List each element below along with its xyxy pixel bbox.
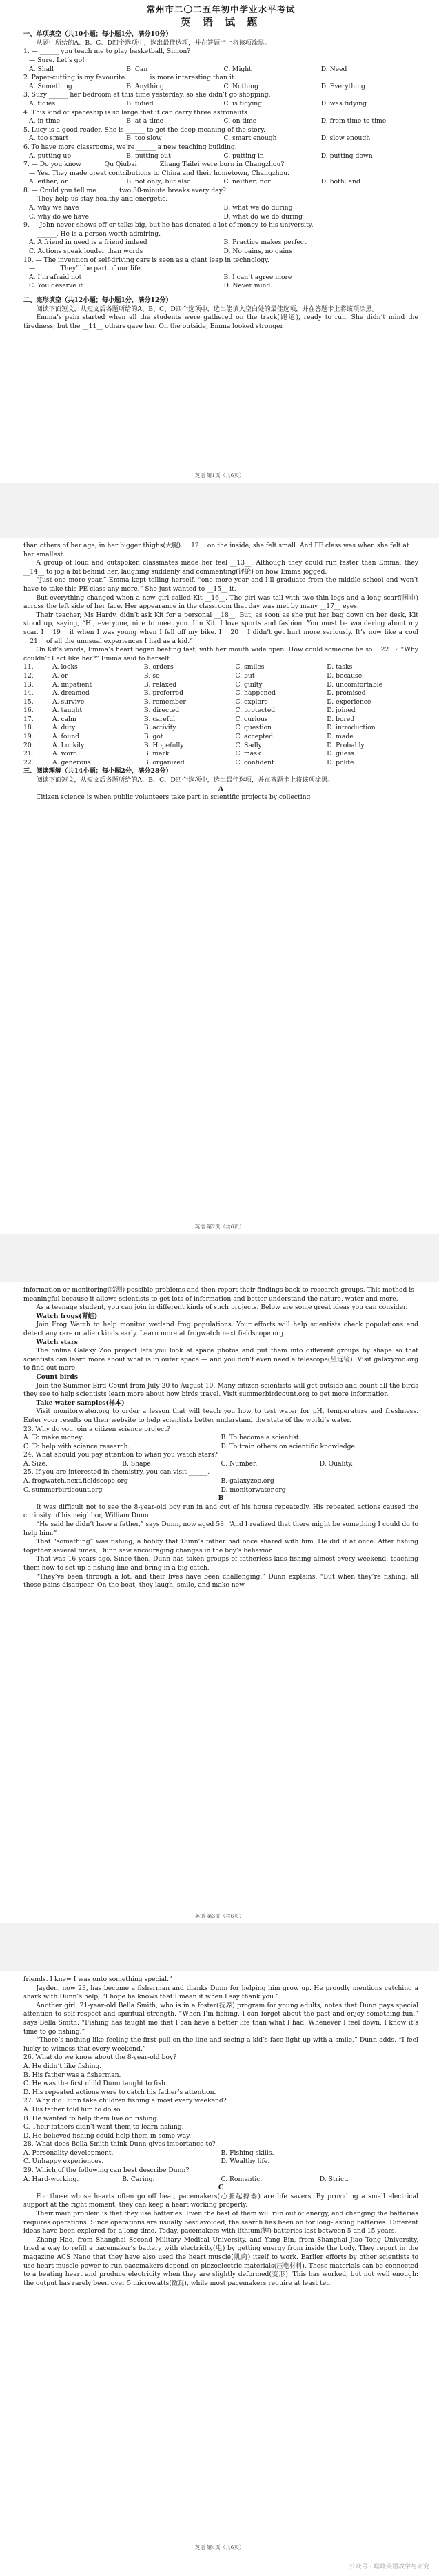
option[interactable]: C. neither; nor bbox=[223, 178, 271, 186]
passage-b-paragraph: “They’ve been through a lot, and their lives have been challenging,” Dunn explains. “But when they’re fishing, all those pains disappear. On the boat, they laugh, smile, and make new bbox=[23, 1572, 418, 1590]
option[interactable]: B. Practice makes perfect bbox=[223, 239, 307, 247]
question-26-options bbox=[23, 2062, 418, 2097]
question-stem: 3. Suzy ______ her bedroom at this time yesterday, so she didn’t go shopping. bbox=[23, 91, 271, 99]
option[interactable]: B. I can’t agree more bbox=[223, 273, 292, 281]
option[interactable]: C. Might bbox=[223, 65, 252, 73]
question-dialogue: — They help us stay healthy and energetic. bbox=[29, 195, 168, 203]
passage-a-paragraph: Citizen science is when public volunteers take part in scientific projects by collecting bbox=[36, 793, 311, 802]
question-options bbox=[23, 178, 418, 187]
page-1-content bbox=[23, 6, 418, 331]
page-4-content bbox=[23, 1976, 418, 2288]
passage-b-label: B bbox=[218, 1494, 224, 1503]
option[interactable]: A. To make money. bbox=[23, 1434, 83, 1442]
water-heading: Take water samples(样本) bbox=[36, 1399, 125, 1407]
option[interactable]: A. or bbox=[52, 671, 68, 680]
option[interactable]: B. Can bbox=[126, 65, 148, 73]
option[interactable]: B. Hopefully bbox=[143, 741, 184, 749]
passage-c-paragraph: For those whose hearts often go off beat, pacemakers(心脏起搏器) are life savers. By providing a small electrical support at the right moment, they can keep a heart working properly. bbox=[23, 2192, 418, 2209]
option[interactable]: B. relaxed bbox=[143, 680, 177, 689]
option[interactable]: C. is tidying bbox=[223, 99, 263, 108]
option[interactable]: A. Size. bbox=[23, 1459, 48, 1468]
passage-b-paragraph: That “something” was fishing, a hobby that Dunn’s father had once shared with him. He did it at once. After fishing together several times, Dunn saw encouraging changes in the boy’s behavior. bbox=[23, 1538, 418, 1554]
cloze-option-row bbox=[23, 733, 418, 742]
option[interactable]: A. taught bbox=[52, 707, 83, 715]
option[interactable]: C. smart enough bbox=[223, 134, 277, 143]
option[interactable]: D. made bbox=[327, 733, 354, 741]
option[interactable]: C. accepted bbox=[235, 733, 274, 741]
question-24: 24. What should you pay attention to when you watch stars? bbox=[23, 1451, 218, 1459]
option[interactable]: D. slow enough bbox=[320, 134, 371, 143]
passage-b-paragraph: Another girl, 21-year-old Bella Smith, who is in a foster(抚养) program for young adults, notes that Dunn pays special attention to self-respect and spiritual strength. “When I’m fishing, I can forget about the past and enjoy something fun,” says Bella Smith. “Fishing has taught me that I can have a better life than what I had. Whenever I feel down, I know it’s time to go fishing.” bbox=[23, 2001, 418, 2036]
question-options bbox=[23, 134, 418, 143]
cloze-number: 22. bbox=[23, 758, 34, 767]
option[interactable]: C. question bbox=[235, 724, 272, 732]
option[interactable]: A. dreamed bbox=[52, 689, 90, 698]
option[interactable]: A. He didn’t like fishing. bbox=[23, 2062, 102, 2070]
cloze-option-row bbox=[23, 689, 418, 698]
question-options bbox=[23, 274, 418, 291]
option[interactable]: C. confident bbox=[235, 758, 274, 767]
option[interactable]: A. Hard-working. bbox=[23, 2175, 79, 2183]
cloze-option-row bbox=[23, 724, 418, 733]
option[interactable]: B. so bbox=[143, 671, 160, 680]
option[interactable]: A. too smart bbox=[29, 134, 69, 143]
option[interactable]: A. I’m afraid not bbox=[29, 273, 82, 281]
question-dialogue: — Yes. They made great contributions to China and their hometown, Changzhou. bbox=[29, 169, 289, 177]
option[interactable]: B. organized bbox=[143, 758, 185, 767]
section-2-heading: 二、完形填空（共12小题；每小题1分，满分12分） bbox=[23, 296, 172, 304]
exam-title: 常州市二〇二五年初中学业水平考试 bbox=[146, 4, 296, 14]
cloze-option-row bbox=[23, 759, 418, 768]
cloze-paragraph: A group of loud and outspoken classmates made her feel __13__. Although they could run faster than Emma, they __14__ to jog a bit behind her, laughing suddenly and commenting(评论) on how Emma jogged. bbox=[23, 559, 418, 576]
passage-b-paragraph: Jayden, now 23, has become a fisherman and thanks Dunn for helping him grow up. He proudly mentions catching a shark with Dunn’s help, “I hope he knows that I mean it when I say thank you.” bbox=[23, 1984, 418, 2001]
passage-c-label: C bbox=[218, 2184, 224, 2192]
page-footer: 英语 第4页（共6页） bbox=[194, 2544, 245, 2550]
question-options bbox=[23, 83, 418, 92]
option[interactable]: C. protected bbox=[235, 707, 276, 715]
option[interactable]: B. careful bbox=[143, 715, 176, 723]
passage-b-paragraph: It was difficult not to see the 8-year-old boy run in and out of his house repeatedly. His repeated actions caused the curiosity of his neighbor, William Dunn. bbox=[23, 1503, 418, 1520]
option[interactable]: C. summerbirdcount.org bbox=[23, 1485, 103, 1494]
page-footer: 英语 第2页（共6页） bbox=[194, 1224, 245, 1230]
question-options bbox=[23, 117, 418, 126]
cloze-option-row bbox=[23, 716, 418, 724]
question-stem: 8. — Could you tell me ______ two 30-minute breaks every day? bbox=[23, 186, 226, 194]
section-1-instruction: 从题中所给的A、B、C、D四个选项中，选出最佳选项，并在答题卡上将该项涂黑。 bbox=[36, 39, 271, 47]
section-3-instruction: 阅读下面短文，从短文后各题所给的A、B、C、D四个选项中，选出最佳选项，并在答题卡上将该项涂黑。 bbox=[36, 776, 334, 784]
option[interactable]: A. A friend in need is a friend indeed bbox=[29, 239, 147, 247]
option[interactable]: B. Shape. bbox=[122, 1459, 153, 1468]
passage-a-paragraph: information or monitoring(监测) possible problems and then report their findings back to research groups. This method is meaningful because it allows scientists to get lots of information and better understand the nature, water and more. bbox=[23, 1286, 414, 1303]
cloze-number: 19. bbox=[23, 733, 34, 741]
option[interactable]: A. calm bbox=[52, 715, 76, 723]
exam-page-4 bbox=[0, 1971, 439, 2576]
option[interactable]: B. Fishing skills. bbox=[221, 2149, 274, 2157]
option[interactable]: C. putting in bbox=[223, 152, 264, 160]
option[interactable]: B. To become a scientist. bbox=[221, 1434, 301, 1442]
option[interactable]: A. why we have bbox=[29, 204, 79, 212]
option[interactable]: A. Shall bbox=[29, 65, 54, 73]
option[interactable]: A. generous bbox=[52, 758, 91, 767]
exam-subtitle: 英 语 试 题 bbox=[180, 15, 262, 28]
option[interactable]: B. preferred bbox=[143, 689, 183, 698]
option[interactable]: A. impatient bbox=[52, 680, 92, 689]
option[interactable]: C. why do we have bbox=[29, 212, 90, 221]
option[interactable]: B. orders bbox=[143, 663, 174, 671]
question-23: 23. Why do you join a citizen science project? bbox=[23, 1425, 170, 1433]
option[interactable]: D. Everything bbox=[320, 82, 365, 90]
option[interactable]: D. bored bbox=[327, 715, 355, 723]
option[interactable]: B. at a time bbox=[126, 117, 164, 125]
option[interactable]: A. looks bbox=[52, 663, 78, 671]
page-footer: 英语 第1页（共6页） bbox=[194, 472, 245, 478]
question-dialogue: — ______. They’ll be part of our life. bbox=[29, 265, 143, 273]
question-26: 26. What do we know about the 8-year-old boy? bbox=[23, 2053, 177, 2062]
page-gap bbox=[0, 1234, 439, 1282]
option[interactable]: A. Luckily bbox=[52, 741, 85, 749]
page-2-content bbox=[23, 542, 418, 802]
cloze-number: 20. bbox=[23, 741, 34, 749]
question-options bbox=[23, 65, 418, 74]
option[interactable]: D. No pains, no gains bbox=[223, 247, 292, 256]
passage-a-paragraph: As a teenage student, you can join in different kinds of such projects. Below are some great ideas you can consider. bbox=[36, 1304, 408, 1312]
frog-text: Join Frog Watch to help monitor wetland frog populations. Your efforts will help scientists check populations and detect any rare or alien kinds early. Learn more at frogwatch.next.fieldscope.org. bbox=[23, 1321, 418, 1337]
cloze-number: 14. bbox=[23, 689, 34, 698]
question-27-options bbox=[23, 2106, 418, 2140]
cloze-paragraph: “Just one more year,” Emma kept telling herself, “one more year and I’ll graduate from the middle school and won’t have to take this PE class any more.” She just wanted to __15__ it. bbox=[23, 576, 418, 593]
option[interactable]: C. but bbox=[235, 671, 255, 680]
cloze-options bbox=[23, 663, 418, 767]
question-29-options bbox=[23, 2176, 418, 2184]
passage-a-label: A bbox=[218, 784, 224, 793]
question-stem: 9. — John never shows off or talks big, but he has donated a lot of money to his university. bbox=[23, 221, 314, 230]
page-gap bbox=[0, 483, 439, 538]
question-dialogue: — Sure. Let’s go! bbox=[29, 56, 85, 64]
question-28: 28. What does Bella Smith think Dunn gives importance to? bbox=[23, 2140, 216, 2149]
question-dialogue: — ______. He is a person worth admiring. bbox=[29, 230, 161, 238]
option[interactable]: A. in time bbox=[29, 117, 61, 125]
option[interactable]: D. Probably bbox=[327, 741, 365, 749]
option[interactable]: C. He was the first child Dunn taught to fish. bbox=[23, 2080, 167, 2088]
cloze-number: 12. bbox=[23, 671, 34, 680]
cloze-number: 11. bbox=[23, 663, 34, 671]
passage-b-paragraph: friends. I knew I was onto something special.” bbox=[23, 1976, 172, 1983]
cloze-paragraph: But everything changed when a new girl called Kit __16__. The girl was tall with two thin legs and a long scarf(围巾) across the left side of her face. Her appearance in the classroom that day was met by many __17__ eyes. bbox=[23, 594, 418, 611]
cloze-number: 15. bbox=[23, 698, 34, 706]
cloze-number: 13. bbox=[23, 680, 34, 689]
option[interactable]: B. putting out bbox=[126, 152, 171, 160]
question-25: 25. If you are interested in chemistry, you can visit ______. bbox=[23, 1468, 210, 1477]
option[interactable]: C. To help with science research. bbox=[23, 1442, 130, 1450]
option[interactable]: D. what do we do during bbox=[223, 212, 303, 221]
option[interactable]: C. curious bbox=[235, 715, 268, 723]
option[interactable]: D. polite bbox=[327, 758, 354, 767]
section-1-heading: 一、单项填空（共10小题；每小题1分，满分10分） bbox=[23, 30, 172, 39]
option[interactable]: D. experience bbox=[327, 698, 371, 706]
question-27: 27. Why did Dunn take children fishing almost every weekend? bbox=[23, 2097, 227, 2105]
option[interactable]: A. found bbox=[52, 733, 80, 741]
option[interactable]: B. tidied bbox=[126, 99, 154, 108]
option[interactable]: D. Wealthy life. bbox=[221, 2158, 270, 2166]
option[interactable]: B. Caring. bbox=[122, 2175, 155, 2183]
passage-b-paragraph: “He said he didn’t have a father,” says Dunn, now aged 58. “And I realized that there might be something I could do to help him.” bbox=[23, 1521, 418, 1537]
question-stem: 10. — The invention of self-driving cars is seen as a giant leap in technology. bbox=[23, 256, 269, 264]
option[interactable]: B. mark bbox=[143, 750, 170, 758]
section-1-questions bbox=[23, 48, 418, 291]
option[interactable]: D. introduction bbox=[327, 724, 376, 732]
question-options bbox=[23, 100, 418, 109]
frog-heading: Watch frogs(青蛙) bbox=[36, 1312, 98, 1320]
passage-c-paragraph: Their main problem is that they use batteries. Even the best of them will run out of energy, and changing the batteries requires operations. Since operations are usually best avoided, the search has been on for long-lasting batteries. Different ideas have been explored for a long time. Today, pacemakers with lithium(锂) batteries last between 5 and 15 years. bbox=[23, 2210, 418, 2235]
cloze-paragraph: On Kit’s words, Emma’s heart began beating fast, with her mouth wide open. How could someone be so __22__? “Why couldn’t I act like her?” Emma said to herself. bbox=[23, 646, 418, 662]
water-text: Visit monitorwater.org to order a lesson that will teach you how to test water for pH, temperature and freshness. Enter your results on their website to help scientists better understand the state of the world’s water. bbox=[23, 1408, 418, 1424]
cloze-option-row bbox=[23, 742, 418, 751]
option[interactable]: A. frogwatch.next.fieldscope.org bbox=[23, 1477, 128, 1485]
option[interactable]: B. too slow bbox=[126, 134, 162, 143]
cloze-option-row bbox=[23, 698, 418, 707]
exam-page-1 bbox=[0, 0, 439, 483]
option[interactable]: C. Sadly bbox=[235, 741, 262, 749]
watermark: 公众号 · 巅峰英语教学与研究 bbox=[349, 2564, 429, 2570]
passage-c-paragraph: Zhang Hao, from Shanghai Second Military Medical University, and Yang Bin, from Shanghai Jiao Tong University, tried a way to refill a pacemaker’s battery with electricity(电) by getting energy from inside the body. They report in the magazine ACS Nano that they have also used the heart muscle(肌肉) itself to work. Earlier efforts by other scientists to use heart muscle power to run pacemakers depend on piezoelectric materials(压电材料). These materials can be connected to a beating heart and produce electricity when they are slightly deformed(变形). This has worked, but not well enough: the output has rarely been over 5 microwatts(微瓦), while most pacemakers require at least ten. bbox=[23, 2235, 418, 2287]
star-heading: Watch stars bbox=[36, 1338, 78, 1346]
cloze-number: 16. bbox=[23, 707, 34, 715]
option[interactable]: C. mask bbox=[235, 750, 261, 758]
passage-b-paragraph: That was 16 years ago. Since then, Dunn has taken groups of fatherless kids fishing almost every weekend, teaching them how to set up a fishing line and bring in a big catch. bbox=[23, 1555, 418, 1572]
section-3-heading: 三、阅读理解（共14小题；每小题2分，满分28分） bbox=[23, 767, 172, 775]
option[interactable]: D. because bbox=[327, 671, 363, 680]
option[interactable]: B. galaxyzoo.org bbox=[221, 1477, 274, 1485]
option[interactable]: A. duty bbox=[52, 724, 76, 732]
option[interactable]: A. tidies bbox=[29, 99, 56, 108]
option[interactable]: D. was tidying bbox=[320, 99, 367, 108]
option[interactable]: C. Their fathers didn’t want them to learn fishing. bbox=[23, 2123, 184, 2131]
option[interactable]: C. Unhappy experiences. bbox=[23, 2158, 104, 2166]
cloze-option-row bbox=[23, 750, 418, 759]
option[interactable]: C. guilty bbox=[235, 680, 263, 689]
section-2-instruction: 阅读下面短文，从短文后各题所给的A、B、C、D四个选项中，选出能填入空白处的最佳选项，并在答题卡上将该项涂黑。 bbox=[36, 305, 378, 313]
option[interactable]: B. what we do during bbox=[223, 204, 293, 212]
option[interactable]: C. on time bbox=[223, 117, 257, 125]
option[interactable]: D. He believed fishing could help them in some way. bbox=[23, 2131, 192, 2140]
cloze-paragraph: Emma’s pain started when all the students were gathered on the track(跑道), ready to run. She didn’t mind the tiredness, but the __11__ others gave her. On the outside, Emma looked stronger bbox=[23, 314, 418, 330]
cloze-option-row bbox=[23, 681, 418, 690]
cloze-number: 18. bbox=[23, 724, 34, 732]
question-options bbox=[23, 204, 418, 221]
option[interactable]: A. Something bbox=[29, 82, 72, 90]
option[interactable]: D. guess bbox=[327, 750, 354, 758]
option[interactable]: B. got bbox=[143, 733, 163, 741]
question-23-options bbox=[23, 1434, 418, 1451]
option[interactable]: C. Nothing bbox=[223, 82, 258, 90]
option[interactable]: C. explore bbox=[235, 698, 268, 706]
cloze-paragraph: Their teacher, Ms Hardy, didn’t ask Kit for a personal __18__. But, as soon as she put her bag down on her desk, Kit stood up, saying, “Hi, everyone, nice to meet you. I’m Kit. I love sports and fashion. You must be wondering about my scar. I __19__ it when I was young when I fell off my bike. I __20__ I didn’t get hurt more seriously. It’s now like a cool __21__ of all the unusual experiences I had as a kid.” bbox=[23, 611, 418, 645]
cloze-number: 21. bbox=[23, 750, 34, 758]
option[interactable]: C. Number. bbox=[221, 1459, 258, 1468]
question-options bbox=[23, 239, 418, 256]
question-24-options bbox=[23, 1460, 418, 1469]
option[interactable]: D. Quality. bbox=[319, 1459, 354, 1468]
question-stem: 4. This kind of spaceship is so large that it can carry three astronauts ______. bbox=[23, 108, 271, 116]
question-stem: 1. — ______ you teach me to play basketball, Simon? bbox=[23, 48, 191, 56]
option[interactable]: D. His repeated actions were to catch his father’s attention. bbox=[23, 2088, 216, 2096]
bird-text: Join the Summer Bird Count from July 20 to August 10. Many citizen scientists will get outside and count all the birds they see to help scientists learn more about how birds travel. Visit summerbirdcount.org to get more information. bbox=[23, 1381, 418, 1399]
option[interactable]: C. Romantic. bbox=[221, 2175, 263, 2183]
cloze-option-row bbox=[23, 672, 418, 681]
cloze-option-row bbox=[23, 707, 418, 716]
cloze-paragraph: than others of her age, in her bigger thighs(大腿). __12__ on the inside, she felt small. And PE class was when she felt at her smallest. bbox=[23, 542, 409, 558]
option[interactable]: C. You deserve it bbox=[29, 282, 83, 290]
option[interactable]: A. survive bbox=[52, 698, 85, 706]
option[interactable]: B. activity bbox=[143, 724, 176, 732]
question-stem: 6. To have more classrooms, we’re ______ a new teaching building. bbox=[23, 143, 237, 151]
option[interactable]: D. To train others on scientific knowledge. bbox=[221, 1442, 357, 1450]
option[interactable]: D. putting down bbox=[320, 152, 373, 160]
option[interactable]: D. promised bbox=[327, 689, 366, 698]
question-stem: 2. Paper-cutting is my favourite. ______ is more interesting than it. bbox=[23, 74, 236, 82]
option[interactable]: B. His father was a fisherman. bbox=[23, 2071, 121, 2079]
option[interactable]: B. Anything bbox=[126, 82, 164, 90]
option[interactable]: B. directed bbox=[143, 707, 180, 715]
option[interactable]: B. not only; but also bbox=[126, 178, 191, 186]
option[interactable]: C. smiles bbox=[235, 663, 265, 671]
question-28-options bbox=[23, 2149, 418, 2167]
option[interactable]: C. happened bbox=[235, 689, 276, 698]
question-stem: 7. — Do you know ______ Qu Qiubai ______ Zhang Tailei were born in Changzhou? bbox=[23, 161, 285, 169]
passage-b-paragraph: “There’s nothing like feeling the first pull on the line and seeing a kid’s face light up with a smile,” Dunn adds. “I feel lucky to witness that every weekend.” bbox=[23, 2036, 418, 2053]
option[interactable]: D. both; and bbox=[320, 178, 360, 186]
page-footer: 英语 第3页（共6页） bbox=[194, 1913, 245, 1919]
question-25-options bbox=[23, 1477, 418, 1494]
option[interactable]: D. tasks bbox=[327, 663, 353, 671]
option[interactable]: A. putting up bbox=[29, 152, 72, 160]
page-gap bbox=[0, 1923, 439, 1971]
option[interactable]: A. His father told him to do so. bbox=[23, 2105, 123, 2113]
option[interactable]: D. Need bbox=[320, 65, 347, 73]
option[interactable]: A. either; or bbox=[29, 178, 68, 186]
option[interactable]: C. Actions speak louder than words bbox=[29, 247, 143, 256]
option[interactable]: B. He wanted to help them live on fishing. bbox=[23, 2114, 159, 2122]
option[interactable]: D. Never mind bbox=[223, 282, 271, 290]
cloze-option-row bbox=[23, 663, 418, 672]
cloze-number: 17. bbox=[23, 715, 34, 723]
question-stem: 5. Lucy is a good reader. She is ______ to get the deep meaning of the story. bbox=[23, 125, 265, 134]
option[interactable]: D. uncomfortable bbox=[327, 680, 383, 689]
option[interactable]: A. Personality development. bbox=[23, 2149, 114, 2157]
option[interactable]: A. word bbox=[52, 750, 78, 758]
option[interactable]: D. joined bbox=[327, 707, 356, 715]
bird-heading: Count birds bbox=[36, 1372, 78, 1381]
option[interactable]: D. monitorwater.org bbox=[221, 1485, 286, 1494]
question-options bbox=[23, 152, 418, 161]
option[interactable]: D. Strict. bbox=[319, 2175, 349, 2183]
option[interactable]: B. remember bbox=[143, 698, 186, 706]
exam-page-2 bbox=[0, 538, 439, 1234]
page-3-content bbox=[23, 1286, 418, 1590]
exam-page-3 bbox=[0, 1282, 439, 1923]
option[interactable]: D. from time to time bbox=[320, 117, 387, 125]
question-29: 29. Which of the following can best describe Dunn? bbox=[23, 2167, 190, 2175]
star-text: The online Galaxy Zoo project lets you look at space photos and put them into different groups by shape so that scientists can learn more about what is in outer space — and you don’t even need a telescope(望远镜)! Visit galaxyzoo.org to find out more. bbox=[23, 1347, 418, 1372]
